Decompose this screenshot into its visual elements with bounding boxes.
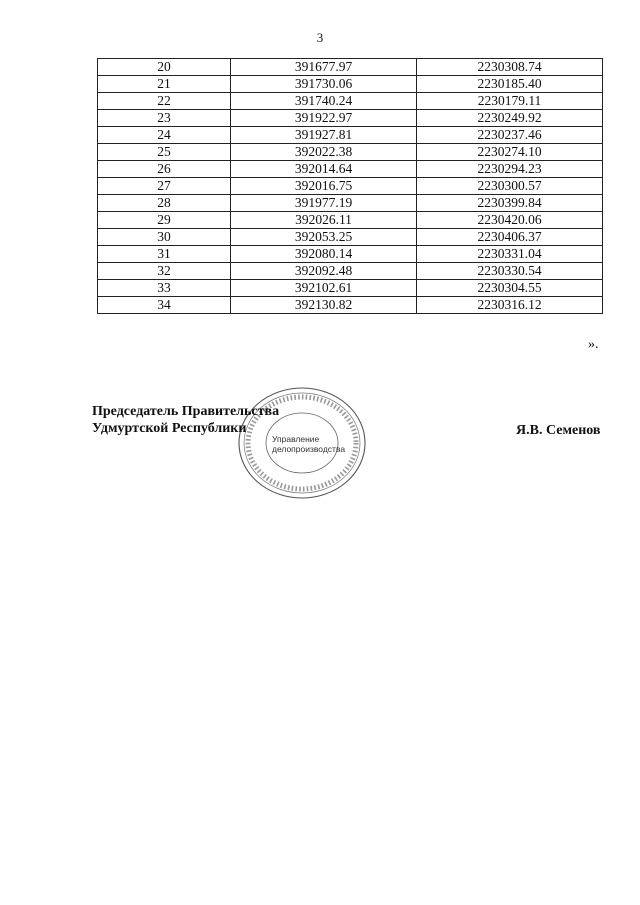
x-coordinate-cell: 392092.48 [231,263,417,280]
table-row [98,178,603,195]
table-row [98,229,603,246]
coordinates-table [97,58,603,314]
table-row [98,212,603,229]
table-row [98,110,603,127]
coordinates-table-body [98,59,603,314]
point-number-cell: 27 [98,178,231,195]
closing-quote: ». [588,337,599,352]
x-coordinate-cell: 392053.25 [231,229,417,246]
seal-line-2: делопроизводства [272,444,346,454]
y-coordinate-cell: 2230420.06 [417,212,603,229]
y-coordinate-cell: 2230304.55 [417,280,603,297]
point-number-cell: 29 [98,212,231,229]
point-number-cell: 32 [98,263,231,280]
y-coordinate-cell: 2230249.92 [417,110,603,127]
point-number-cell: 26 [98,161,231,178]
y-coordinate-cell: 2230185.40 [417,76,603,93]
table-row [98,127,603,144]
x-coordinate-cell: 391730.06 [231,76,417,93]
point-number-cell: 28 [98,195,231,212]
x-coordinate-cell: 391677.97 [231,59,417,76]
point-number-cell: 25 [98,144,231,161]
x-coordinate-cell: 392022.38 [231,144,417,161]
table-row [98,161,603,178]
point-number-cell: 23 [98,110,231,127]
seal-inscription [272,434,345,454]
y-coordinate-cell: 2230406.37 [417,229,603,246]
x-coordinate-cell: 391922.97 [231,110,417,127]
x-coordinate-cell: 391927.81 [231,127,417,144]
y-coordinate-cell: 2230399.84 [417,195,603,212]
x-coordinate-cell: 392016.75 [231,178,417,195]
page-number: 3 [316,30,324,45]
x-coordinate-cell: 391977.19 [231,195,417,212]
y-coordinate-cell: 2230308.74 [417,59,603,76]
point-number-cell: 31 [98,246,231,263]
y-coordinate-cell: 2230316.12 [417,297,603,314]
table-row [98,246,603,263]
x-coordinate-cell: 392080.14 [231,246,417,263]
table-row [98,93,603,110]
x-coordinate-cell: 392130.82 [231,297,417,314]
signer-title-line-2: Удмуртской Республики [92,421,247,436]
table-row [98,76,603,93]
signer-title-line-1: Председатель Правительства [92,404,280,419]
x-coordinate-cell: 392014.64 [231,161,417,178]
table-row [98,280,603,297]
x-coordinate-cell: 392102.61 [231,280,417,297]
point-number-cell: 34 [98,297,231,314]
signer-name: Я.В. Семенов [516,423,601,438]
x-coordinate-cell: 391740.24 [231,93,417,110]
table-row [98,59,603,76]
point-number-cell: 24 [98,127,231,144]
table-row [98,297,603,314]
table-row [98,195,603,212]
point-number-cell: 33 [98,280,231,297]
point-number-cell: 21 [98,76,231,93]
point-number-cell: 20 [98,59,231,76]
y-coordinate-cell: 2230331.04 [417,246,603,263]
seal-line-1: Управление [272,434,320,444]
y-coordinate-cell: 2230330.54 [417,263,603,280]
y-coordinate-cell: 2230294.23 [417,161,603,178]
table-row [98,144,603,161]
y-coordinate-cell: 2230274.10 [417,144,603,161]
y-coordinate-cell: 2230237.46 [417,127,603,144]
y-coordinate-cell: 2230179.11 [417,93,603,110]
x-coordinate-cell: 392026.11 [231,212,417,229]
table-row [98,263,603,280]
signer-title [92,403,279,437]
point-number-cell: 22 [98,93,231,110]
point-number-cell: 30 [98,229,231,246]
y-coordinate-cell: 2230300.57 [417,178,603,195]
